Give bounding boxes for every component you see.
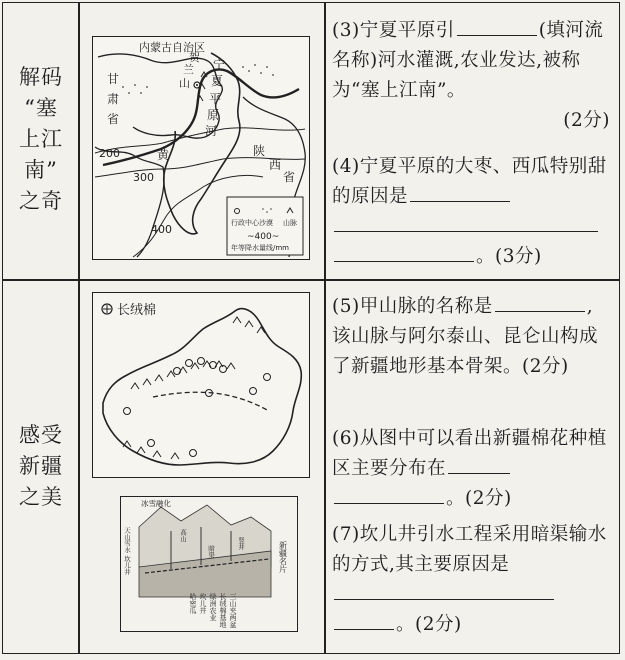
label-shaanxi-3: 省 bbox=[283, 170, 296, 184]
label-inner-mongolia: 内蒙古自治区 bbox=[139, 41, 205, 54]
label-helan-2: 兰 bbox=[183, 63, 194, 76]
question-4 bbox=[332, 152, 610, 272]
xinjiang-map bbox=[92, 292, 310, 478]
illustration-label-6: 绿洲农业 bbox=[209, 593, 217, 621]
question-3-score: (2分) bbox=[563, 110, 610, 131]
cotton-legend-label: 长绒棉 bbox=[117, 303, 157, 318]
question-4-blank-3[interactable] bbox=[334, 260, 474, 262]
label-river-2: 河 bbox=[205, 124, 218, 138]
xinjiang-map-svg bbox=[93, 293, 308, 476]
illustration-label-7: 坎儿井 bbox=[199, 593, 207, 614]
yellow-river bbox=[103, 70, 299, 166]
row1-label: 解码 “塞 上江 南” 之奇 bbox=[19, 65, 63, 213]
illustration-label-1: 高山 bbox=[179, 529, 187, 542]
question-6-blank-2[interactable] bbox=[334, 502, 444, 504]
question-3-text-after: (填河流名称)河水灌溉,农业发达,被称为“塞上江南”。 bbox=[332, 20, 604, 101]
row-divider bbox=[2, 279, 620, 281]
legend-item-capital: 行政中心 bbox=[231, 219, 259, 227]
question-7-blank-2[interactable] bbox=[334, 628, 394, 630]
label-plain-2: 夏 bbox=[211, 74, 224, 88]
question-5 bbox=[332, 292, 610, 382]
label-plain-1: 宁 bbox=[213, 58, 226, 72]
question-4-text: (4)宁夏平原的大枣、西瓜特别甜的原因是 bbox=[332, 156, 607, 207]
question-5-blank[interactable] bbox=[495, 310, 585, 312]
question-6 bbox=[332, 424, 610, 514]
column-divider-right bbox=[324, 2, 326, 654]
label-river-1: 黄 bbox=[157, 148, 170, 162]
question-7 bbox=[332, 520, 610, 640]
altai-mountains bbox=[233, 317, 265, 333]
question-5-text-after: ,该山脉与阿尔泰山、昆仑山构成了新疆地形基本骨架。 bbox=[332, 296, 599, 377]
illustration-label-4: 三山夹两盆 bbox=[229, 593, 237, 628]
question-7-text: (7)坎儿井引水工程采用暗渠输水的方式,其主要原因是 bbox=[332, 524, 607, 575]
question-6-score: 。(2分) bbox=[446, 488, 512, 509]
cotton-markers bbox=[124, 358, 271, 457]
label-helan-3: 山 bbox=[179, 77, 190, 90]
question-6-text: (6)从图中可以看出新疆棉花种植区主要分布在 bbox=[332, 428, 607, 479]
cotton-legend-icon bbox=[102, 304, 112, 314]
question-3-text-before: (3)宁夏平原引 bbox=[332, 20, 455, 41]
legend-item-desert: 沙漠 bbox=[259, 219, 273, 227]
illustration-label-8: 哈密瓜 bbox=[189, 593, 197, 614]
label-gansu-1: 甘 bbox=[107, 72, 120, 86]
contour-label-300: 300 bbox=[133, 171, 154, 184]
illustration-title: 冰雪融化 bbox=[141, 499, 171, 508]
xinjiang-illustration bbox=[120, 496, 298, 632]
illustration-label-5: 长绒棉基地 bbox=[219, 593, 227, 628]
legend-isoline: ~400~ bbox=[247, 232, 280, 242]
question-3 bbox=[332, 16, 610, 136]
ningxia-map-svg bbox=[93, 37, 308, 258]
xinjiang-illustration-svg bbox=[121, 497, 296, 630]
label-plain-3: 平 bbox=[209, 92, 222, 106]
question-7-blank-1[interactable] bbox=[334, 598, 554, 600]
illustration-label-3: 竖井 bbox=[237, 537, 245, 550]
railway-line bbox=[153, 392, 269, 411]
legend-isoline-caption: 年等降水量线/mm bbox=[231, 244, 289, 252]
question-3-blank[interactable] bbox=[457, 34, 537, 36]
question-4-blank-2[interactable] bbox=[334, 230, 598, 232]
column-divider-left bbox=[78, 2, 80, 654]
illustration-side-caption: 新疆名片 bbox=[278, 541, 288, 573]
illustration-label-2: 暗渠 bbox=[207, 545, 215, 558]
question-4-score: 。(3分) bbox=[476, 246, 542, 267]
question-5-score: (2分) bbox=[522, 356, 569, 377]
contour-label-400: 400 bbox=[151, 223, 172, 236]
question-6-blank-1[interactable] bbox=[448, 472, 510, 474]
label-plain-4: 原 bbox=[207, 108, 220, 122]
question-4-blank-1[interactable] bbox=[410, 200, 510, 202]
label-helan-1: 贺 bbox=[189, 51, 200, 64]
legend-item-mountain: 山脉 bbox=[283, 219, 297, 227]
label-shaanxi-2: 西 bbox=[269, 158, 282, 172]
label-shaanxi-1: 陕 bbox=[253, 144, 266, 158]
question-5-text-before: (5)甲山脉的名称是 bbox=[332, 296, 493, 317]
illustration-left-caption: 天山雪水 坎儿井 bbox=[123, 527, 131, 575]
label-gansu-2: 肃 bbox=[107, 92, 120, 106]
contour-label-200: 200 bbox=[99, 147, 120, 160]
row2-label: 感受 新疆 之美 bbox=[19, 423, 63, 509]
label-gansu-3: 省 bbox=[107, 112, 120, 126]
isoline-200 bbox=[95, 128, 305, 153]
question-7-score: 。(2分) bbox=[396, 614, 462, 635]
ningxia-map bbox=[92, 36, 310, 260]
